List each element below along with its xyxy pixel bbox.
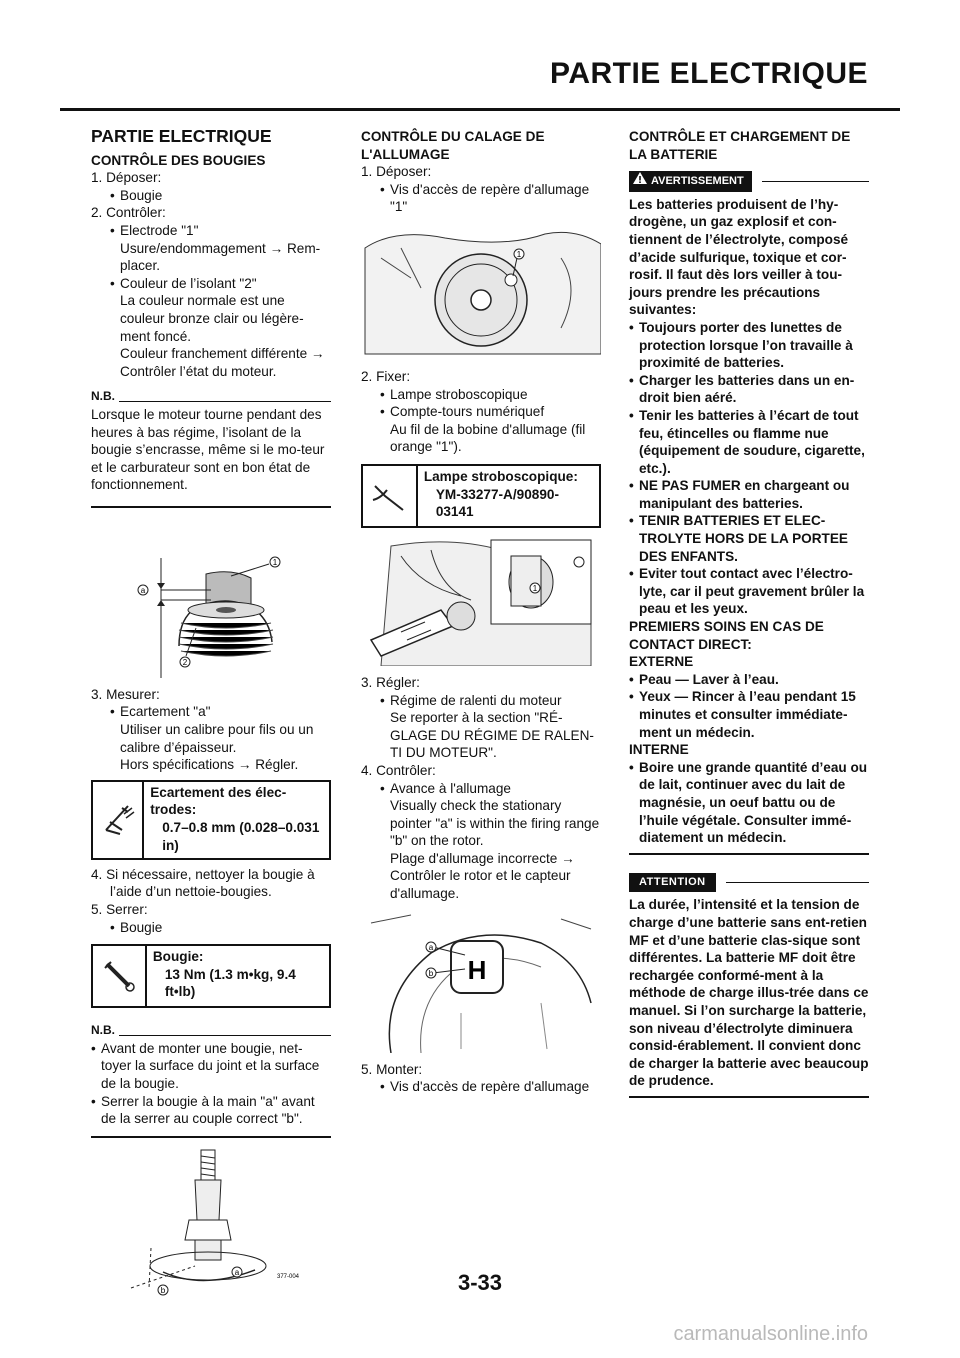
- warning-triangle-icon: [633, 172, 647, 191]
- subsection-title: CONTRÔLE DES BOUGIES: [91, 152, 266, 168]
- spec-label: Ecartement des élec-trodes:: [150, 784, 287, 818]
- caution-header: [629, 873, 869, 893]
- column-3: [629, 128, 869, 1098]
- step-text: Utiliser un calibre pour fils ou un calibre d’épaisseur.: [120, 722, 314, 755]
- section-title: CONTRÔLE DU CALAGE DE L'ALLUMAGE: [361, 129, 545, 162]
- step-text: Usure/endommagement → Rem-placer.: [120, 240, 321, 274]
- rotor-mark-figure: [361, 913, 601, 1053]
- page-number: 3-33: [457, 1270, 503, 1295]
- first-aid-bullet: • Yeux — Rincer à l’eau pendant 15 minutes et consulter immédiate-ment un médecin.: [629, 688, 869, 741]
- column-2: [361, 128, 601, 1096]
- warning-bullet: • NE PAS FUMER en chargeant ou manipulant des batteries.: [629, 477, 869, 512]
- warning-bullet: • TENIR BATTERIES ET ELEC-TROLYTE HORS DE LA PORTEE DES ENFANTS.: [629, 512, 869, 565]
- step: 1. Déposer:: [91, 170, 162, 186]
- section-title: CONTRÔLE ET CHARGEMENT DE LA BATTERIE: [629, 129, 851, 162]
- step: 4. Contrôler:: [361, 762, 436, 778]
- step-text: Visually check the stationary pointer "a" is within the firing range "b" on the rotor.: [390, 798, 600, 849]
- caution-text: La durée, l’intensité et la tension de charge d’une batterie sans ent-retien MF et d’une batterie clas-sique sont différentes. La batterie MF doit être rechargée conformé-ment à la méthode de charge illus-trée dans ce manuel. Si l’on surcharge la batterie, son niveau d’électrolyte diminuera consid-érablement. Il convient donc de charger la batterie avec beaucoup de prudence.: [629, 897, 869, 1089]
- note-box: [91, 1022, 331, 1138]
- step-text: Au fil de la bobine d'allumage (fil orange "1").: [390, 421, 586, 455]
- callout-a: a: [234, 1267, 240, 1277]
- step-bullet: • Vis d'accès de repère d'allumage: [380, 1078, 601, 1096]
- warning-bullet: • Eviter tout contact avec l’électro-lyte, car il peut gravement brûler la peau et les yeux.: [629, 565, 869, 618]
- step-text: Couleur franchement différente → Contrôler l’état du moteur.: [120, 346, 325, 379]
- spec-box: [91, 944, 331, 1008]
- callout-a: a: [428, 942, 434, 952]
- timing-light-figure: [361, 536, 601, 666]
- step: 2. Fixer:: [361, 368, 411, 384]
- column-1: [91, 128, 331, 1306]
- step-bullet: • Bougie: [110, 187, 331, 205]
- warning-bullet: • Tenir les batteries à l’écart de tout feu, étincelles ou flamme nue (équipement de soudure, cigarette, etc.).: [629, 407, 869, 477]
- callout-1: 1: [532, 583, 538, 593]
- warning-header: [629, 171, 869, 192]
- figure-code: 377-004: [277, 1273, 300, 1280]
- step-bullet: • Compte-tours numériquef: [380, 403, 601, 421]
- torque-wrench-icon: [93, 946, 147, 1006]
- callout-1: 1: [516, 249, 522, 259]
- watermark: carmanualsonline.info: [673, 1323, 868, 1345]
- step: 3. Régler:: [361, 674, 420, 690]
- note-label: N.B.: [91, 1023, 115, 1038]
- caution-badge: ATTENTION: [629, 873, 716, 893]
- spec-label: Lampe stroboscopique:: [423, 468, 578, 484]
- spec-value: YM-33277-A/90890-03141: [435, 486, 559, 520]
- step-bullet: • Régime de ralenti du moteur: [380, 692, 601, 710]
- callout-b: b: [428, 968, 434, 978]
- step-bullet: • Bougie: [110, 919, 331, 937]
- spec-box: [91, 780, 331, 860]
- note-text: Lorsque le moteur tourne pendant des heures à bas régime, l’isolant de la bougie s’encrasse, même si le mo-teur et le carburateur sont en bon état de fonctionnement.: [91, 406, 325, 493]
- step-text: Se reporter à la section "RÉ-GLAGE DU RÉGIME DE RALEN-TI DU MOTEUR".: [390, 710, 594, 761]
- step-text: Plage d'allumage incorrecte → Contrôler le rotor et le capteur d'allumage.: [390, 850, 575, 902]
- internal-label: INTERNE: [629, 742, 689, 758]
- note-box: [91, 388, 331, 508]
- step-bullet: • Avance à l'allumage: [380, 780, 601, 798]
- spec-value: 0.7–0.8 mm (0.028–0.031 in): [162, 820, 320, 853]
- spec-box: [361, 464, 601, 528]
- step: 5. Serrer:: [91, 902, 148, 918]
- header-rule: [60, 108, 900, 111]
- warning-bullet: • Charger les batteries dans un en-droit bien aéré.: [629, 372, 869, 407]
- external-label: EXTERNE: [629, 654, 694, 670]
- warning-badge: [629, 171, 752, 192]
- step-bullet: • Couleur de l’isolant "2": [110, 275, 331, 293]
- tool-icon: [363, 466, 418, 526]
- step: 5. Monter:: [361, 1061, 423, 1077]
- warning-label: AVERTISSEMENT: [651, 174, 744, 187]
- step: 3. Mesurer:: [91, 686, 160, 702]
- step-text: Hors spécifications → Régler.: [120, 757, 299, 773]
- step-bullet: • Lampe stroboscopique: [380, 386, 601, 404]
- timing-screw-figure: [361, 228, 601, 360]
- step: 4. Si nécessaire, nettoyer la bougie à l’aide d’un nettoie-bougies.: [91, 866, 315, 900]
- warning-intro: Les batteries produisent de l’hy-drogène, un gaz explosif et con-tiennent de l’électrolyte, composé d’acide sulfurique, toxique et cor-rosif. Il faut dès lors veiller à tou-jours prendre les précautions suivantes:: [629, 196, 849, 318]
- first-aid-title: PREMIERS SOINS EN CAS DE CONTACT DIRECT:: [629, 619, 824, 652]
- note-bullet: • Avant de monter une bougie, net-toyer la surface du joint et la surface de la bougie.: [91, 1040, 331, 1093]
- step-text: La couleur normale est une couleur bronze clair ou légère-ment foncé.: [120, 293, 304, 344]
- callout-b: b: [160, 1285, 166, 1295]
- spec-label: Bougie:: [152, 949, 204, 965]
- note-label: N.B.: [91, 389, 115, 404]
- step: 1. Déposer:: [361, 164, 432, 180]
- section-title: PARTIE ELECTRIQUE: [91, 126, 272, 146]
- warning-bullet: • Toujours porter des lunettes de protection lorsque l’on travaille à proximité de batteries.: [629, 319, 869, 372]
- step: 2. Contrôler:: [91, 205, 166, 221]
- step-bullet: • Vis d'accès de repère d'allumage "1": [380, 181, 601, 216]
- page-header-title: PARTIE ELECTRIQUE: [550, 57, 868, 90]
- callout-2: 2: [182, 657, 188, 667]
- callout-a: a: [140, 585, 146, 595]
- spark-plug-gap-figure: [91, 528, 331, 678]
- step-bullet: • Electrode "1": [110, 222, 331, 240]
- spec-value: 13 Nm (1.3 m•kg, 9.4 ft•lb): [164, 966, 296, 1000]
- step-bullet: • Ecartement "a": [110, 703, 331, 721]
- rotor-mark-h: H: [467, 954, 487, 985]
- first-aid-bullet: • Boire une grande quantité d’eau ou de lait, continuer avec du lait de magnésie, un oeuf battu ou de l’huile végétale. Consulter immé-diatement un médecin.: [629, 759, 869, 847]
- feeler-gauge-icon: [93, 782, 144, 858]
- note-bullet: • Serrer la bougie à la main "a" avant de la serrer au couple correct "b".: [91, 1093, 331, 1128]
- callout-1: 1: [272, 557, 278, 567]
- first-aid-bullet: • Peau — Laver à l’eau.: [629, 671, 869, 689]
